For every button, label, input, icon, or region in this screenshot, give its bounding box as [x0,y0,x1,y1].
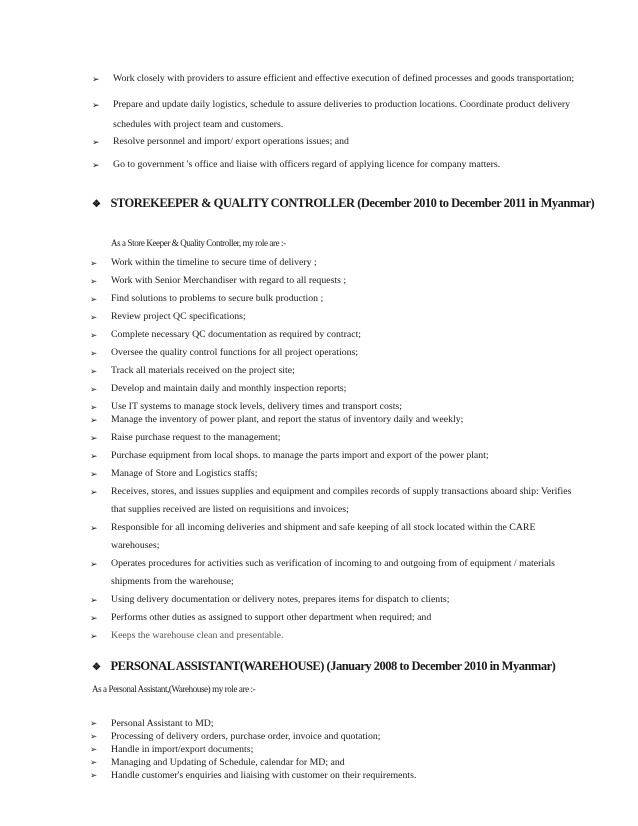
arrow-bullet-icon: ➢ [92,100,100,110]
list-item [0,95,638,115]
list-item-text: Find solutions to problems to secure bulk production ; [111,293,324,304]
section-title: STOREKEEPER & QUALITY CONTROLLER (December 2010 to December 2011 in Myanmar) [110,196,595,210]
arrow-bullet-icon: ➢ [90,348,98,358]
section-intro: As a Store Keeper & Quality Controller, my role are :- [111,238,286,248]
arrow-bullet-icon: ➢ [90,523,98,533]
personal-assistant-duties-list [0,717,638,782]
list-item [0,756,638,769]
arrow-bullet-icon: ➢ [90,744,98,754]
list-item [0,519,638,537]
list-item-text: Performs other duties as assigned to support other department when required; and [111,612,432,623]
list-item-text: Develop and maintain daily and monthly inspection reports; [111,383,347,394]
list-item [0,69,638,89]
arrow-bullet-icon: ➢ [90,613,98,623]
list-item-continuation: warehouses; [111,540,160,551]
list-item [0,308,638,326]
arrow-bullet-icon: ➢ [90,433,98,443]
list-item [0,483,638,501]
arrow-bullet-icon: ➢ [90,631,98,641]
list-item-continuation: shipments from the warehouse; [111,576,234,587]
list-item-text: Handle customer's enquiries and liaising with customer on their requirements. [111,770,417,781]
arrow-bullet-icon: ➢ [90,469,98,479]
arrow-bullet-icon: ➢ [92,137,100,147]
list-item-text: Keeps the warehouse clean and presentable. [111,630,284,641]
list-item [0,555,638,573]
arrow-bullet-icon: ➢ [90,294,98,304]
list-item [0,326,638,344]
list-item-text: Resolve personnel and import/ export operations issues; and [113,136,349,147]
diamond-bullet-icon: ❖ [92,662,101,673]
storekeeper-duties-list [0,254,638,416]
arrow-bullet-icon: ➢ [90,258,98,268]
list-item [0,429,638,447]
top-bullet-list [0,132,638,152]
list-item-continuation: that supplies received are listed on requisitions and invoices; [111,504,349,515]
list-item [0,411,638,429]
arrow-bullet-icon: ➢ [90,451,98,461]
list-item [0,380,638,398]
list-item [0,272,638,290]
list-item-text: Complete necessary QC documentation as required by contract; [111,329,362,340]
list-item [0,290,638,308]
arrow-bullet-icon: ➢ [90,415,98,425]
arrow-bullet-icon: ➢ [90,559,98,569]
section-heading-personal-assistant [92,659,555,674]
top-bullet-list [0,155,638,175]
list-item [0,155,638,175]
arrow-bullet-icon: ➢ [90,731,98,741]
list-item-continuation: schedules with project team and customers. [113,119,284,130]
list-item-text: Raise purchase request to the management; [111,432,281,443]
list-item-text: Prepare and update daily logistics, schedule to assure deliveries to production locations. Coordinate product delivery [113,99,571,110]
list-item [0,362,638,380]
arrow-bullet-icon: ➢ [90,757,98,767]
list-item [0,591,638,609]
storekeeper-duties-list [0,411,638,645]
arrow-bullet-icon: ➢ [90,384,98,394]
list-item [0,769,638,782]
list-item-text: Receives, stores, and issues supplies and equipment and compiles records of supply transactions aboard ship: Verifies [111,486,572,497]
arrow-bullet-icon: ➢ [90,366,98,376]
arrow-bullet-icon: ➢ [90,330,98,340]
list-item-text: Personal Assistant to MD; [111,718,214,729]
list-item-text: Manage the inventory of power plant, and report the status of inventory daily and weekly; [111,414,464,425]
list-item-text: Review project QC specifications; [111,311,246,322]
top-bullet-list [0,69,638,89]
arrow-bullet-icon: ➢ [90,770,98,780]
list-item-text: Go to government 's office and liaise with officers regard of applying licence for company matters. [113,159,501,170]
list-item [0,465,638,483]
arrow-bullet-icon: ➢ [92,160,100,170]
diamond-bullet-icon: ❖ [92,199,101,210]
list-item [0,627,638,645]
list-item-text: Operates procedures for activities such as verification of incoming to and outgoing from of equipment / materials [111,558,555,569]
arrow-bullet-icon: ➢ [92,74,100,84]
arrow-bullet-icon: ➢ [90,276,98,286]
list-item-text: Using delivery documentation or delivery notes, prepares items for dispatch to clients; [111,594,450,605]
list-item-text: Manage of Store and Logistics staffs; [111,468,258,479]
list-item-text: Managing and Updating of Schedule, calendar for MD; and [111,757,345,768]
section-intro: As a Personal Assistant,(Warehouse) my role are :- [92,684,256,694]
list-item [0,132,638,152]
arrow-bullet-icon: ➢ [90,487,98,497]
list-item [0,609,638,627]
list-item-text: Handle in import/export documents; [111,744,254,755]
list-item [0,344,638,362]
list-item-text: Work with Senior Merchandiser with regard to all requests ; [111,275,347,286]
list-item [0,743,638,756]
list-item-text: Responsible for all incoming deliveries and shipment and safe keeping of all stock located within the CARE [111,522,536,533]
list-item [0,254,638,272]
arrow-bullet-icon: ➢ [90,595,98,605]
list-item-text: Work within the timeline to secure time of delivery ; [111,257,317,268]
arrow-bullet-icon: ➢ [90,312,98,322]
list-item [0,730,638,743]
list-item [0,447,638,465]
section-title: PERSONAL ASSISTANT(WAREHOUSE) (January 2008 to December 2010 in Myanmar) [110,659,556,673]
list-item-text: Track all materials received on the project site; [111,365,295,376]
list-item-text: Processing of delivery orders, purchase order, invoice and quotation; [111,731,381,742]
list-item [0,717,638,730]
section-heading-storekeeper [92,196,594,211]
list-item-text: Oversee the quality control functions for all project operations; [111,347,359,358]
arrow-bullet-icon: ➢ [90,718,98,728]
list-item-text: Work closely with providers to assure efficient and effective execution of defined processes and goods transportation; [113,73,575,84]
arrow-bullet-icon: ➢ [90,402,98,412]
list-item-text: Use IT systems to manage stock levels, delivery times and transport costs; [111,401,402,412]
top-bullet-list [0,95,638,135]
list-item-text: Purchase equipment from local shops. to manage the parts import and export of the power plant; [111,450,489,461]
